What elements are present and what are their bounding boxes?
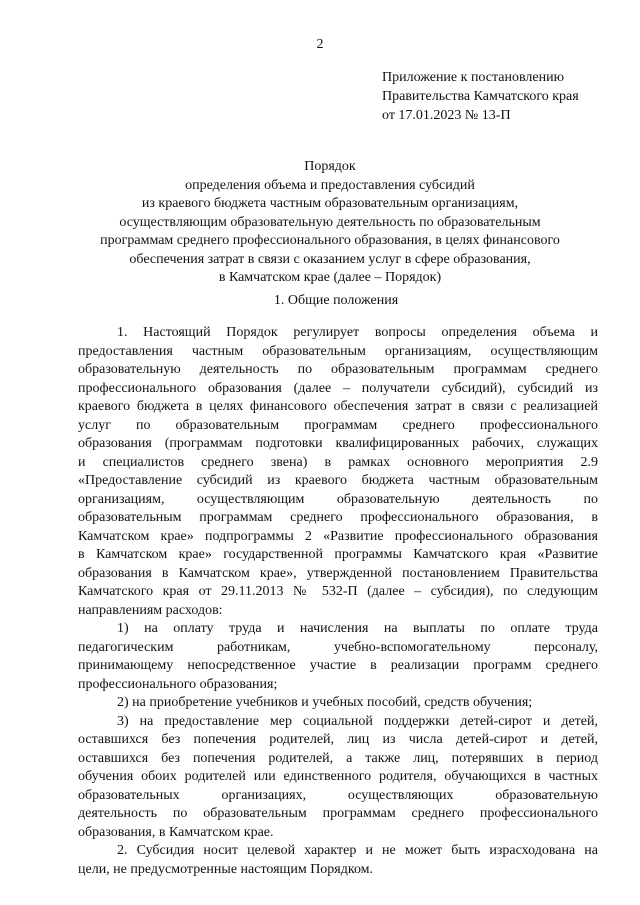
paragraph-line: 2) на приобретение учебников и учебных пособий, средств обучения; — [117, 695, 533, 710]
title-line: Порядок — [304, 159, 356, 174]
paragraph-line: 3) на предоставление мер социальной поддержки детей-сирот и детей, — [117, 713, 598, 729]
paragraph-line: оставшихся без попечения родителей, а также лиц, потерявших в период — [78, 750, 598, 766]
approval-line: от 17.01.2023 № 13-П — [382, 108, 511, 123]
paragraph-line: Камчатского края от 29.11.2013 № 532-П (далее – субсидия), по следующим — [78, 584, 598, 599]
paragraph-line: 1. Настоящий Порядок регулирует вопросы определения объема и — [117, 325, 598, 340]
paragraph-line: образовательным программам среднего профессионального образования, в — [78, 510, 598, 525]
page-number: 2 — [316, 37, 324, 52]
title-line: в Камчатском крае (далее – Порядок) — [218, 270, 442, 285]
paragraph-line: в Камчатском крае» государственной программы Камчатского края «Развитие — [78, 547, 598, 562]
paragraph-line: принимающему непосредственное участие в реализации программ среднего — [78, 658, 598, 673]
paragraph-line: 1) на оплату труда и начисления на выплаты по оплате труда — [117, 621, 598, 636]
section-heading: 1. Общие положения — [273, 293, 399, 308]
paragraph-line: направлениям расходов: — [78, 602, 223, 618]
title-line: определения объема и предоставления субсидий — [185, 177, 475, 193]
document-body — [78, 324, 598, 879]
paragraph-line: организациям, осуществляющим образовательную деятельность по — [78, 491, 598, 507]
paragraph — [78, 842, 598, 879]
paragraph — [78, 620, 598, 694]
paragraph-line: образовательную деятельность по образовательным программам среднего — [78, 362, 598, 377]
paragraph — [78, 694, 598, 713]
document-title — [60, 158, 600, 288]
paragraph-line: обучения обоих родителей или единственного родителя, обучающихся в частных — [78, 769, 598, 784]
approval-block — [382, 68, 632, 125]
paragraph-line: и специалистов среднего звена) в рамках основного мероприятия 2.9 — [78, 454, 598, 470]
paragraph-line: образования, в Камчатском крае. — [78, 824, 274, 840]
approval-line: Правительства Камчатского края — [382, 89, 579, 104]
paragraph — [78, 324, 598, 620]
paragraph-line: профессионального образования (далее – получатели субсидий), субсидий из — [78, 380, 598, 396]
paragraph-line: цели, не предусмотренные настоящим Порядком. — [78, 861, 374, 877]
paragraph-line: краевого бюджета в целях финансового обеспечения затрат в связи с реализацией — [78, 399, 598, 414]
title-line: осуществляющим образовательную деятельность по образовательным — [119, 214, 541, 230]
paragraph-line: Камчатском крае» подпрограммы 2 «Развитие профессионального образования — [78, 528, 598, 544]
paragraph-line: услуг по образовательным программам среднего профессионального — [78, 417, 598, 433]
paragraph-line: образования в Камчатском крае», утвержденной постановлением Правительства — [78, 565, 598, 581]
paragraph-line: 2. Субсидия носит целевой характер и не может быть израсходована на — [117, 843, 598, 858]
title-line: из краевого бюджета частным образовательным организациям, — [141, 196, 519, 211]
title-line: обеспечения затрат в связи с оказанием услуг в сфере образования, — [129, 251, 531, 267]
paragraph-line: оставшихся без попечения родителей, лиц из числа детей-сирот и детей, — [78, 732, 598, 747]
paragraph-line: образования (программам подготовки квалифицированных рабочих, служащих — [78, 436, 598, 451]
paragraph-line: «Предоставление субсидий из краевого бюджета частным образовательным — [78, 473, 598, 488]
paragraph-line: профессионального образования; — [78, 676, 278, 692]
paragraph-line: деятельность по образовательным программам среднего профессионального — [78, 806, 598, 821]
approval-line: Приложение к постановлению — [382, 70, 565, 85]
paragraph-line: образовательных организациях, осуществляющих образовательную — [78, 787, 598, 803]
paragraph-line: предоставления частным образовательным организациям, осуществляющим — [78, 343, 598, 359]
paragraph — [78, 713, 598, 843]
paragraph-line: педагогическим работникам, учебно-вспомогательному персоналу, — [78, 639, 598, 655]
title-line: программам среднего профессионального образования, в целях финансового — [100, 233, 560, 248]
